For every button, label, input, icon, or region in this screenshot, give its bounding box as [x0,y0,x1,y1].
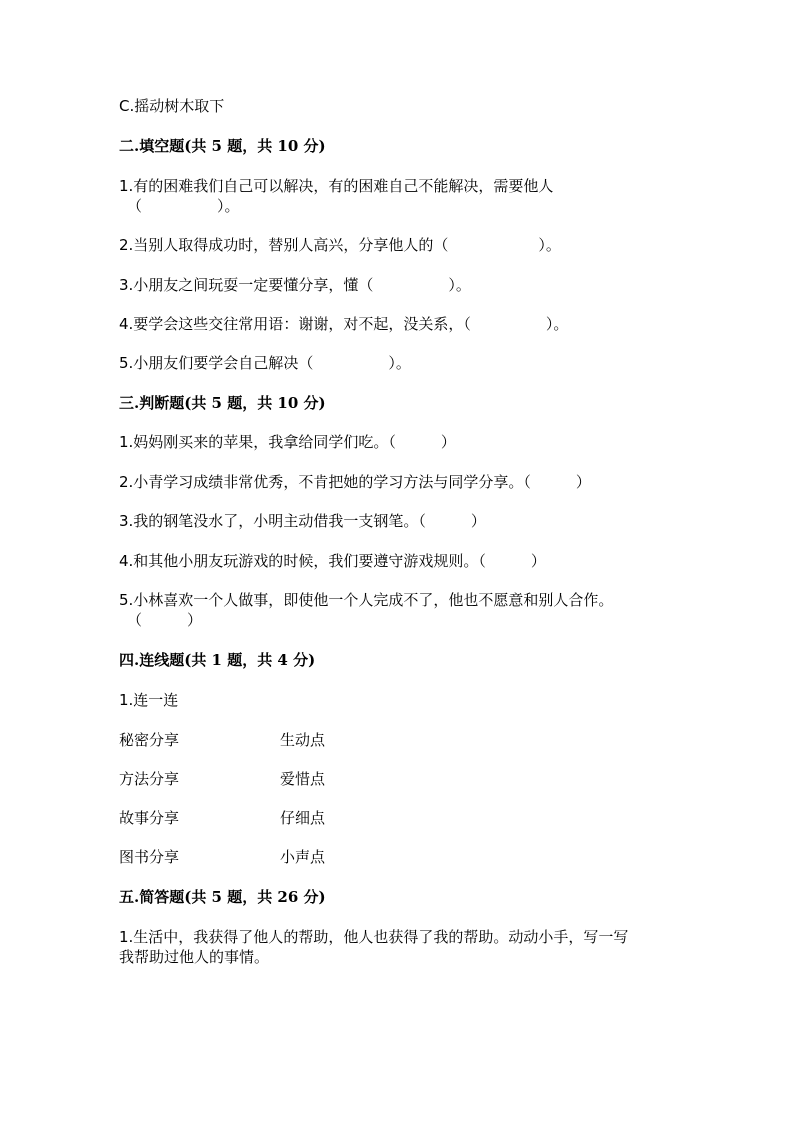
match-right-item: 仔细点 [280,809,326,827]
judge-question-2: 2.小青学习成绩非常优秀，不肯把她的学习方法与同学分享。（ ） [119,473,591,491]
short-answer-question-1-line-2: 我帮助过他人的事情。 [119,948,270,966]
fill-question-4: 4.要学会这些交往常用语：谢谢，对不起，没关系，（ ）。 [119,315,569,333]
section-4-heading: 四.连线题(共 1 题，共 4 分) [119,651,316,669]
option-c: C.摇动树木取下 [119,97,225,115]
match-left-item: 秘密分享 [119,731,180,749]
judge-question-1: 1.妈妈刚买来的苹果，我拿给同学们吃。（ ） [119,433,456,451]
match-left-item: 方法分享 [119,770,180,788]
fill-question-3: 3.小朋友之间玩耍一定要懂分享，懂（ ）。 [119,276,471,294]
match-left-item: 故事分享 [119,809,180,827]
match-right-item: 小声点 [280,848,326,866]
match-question-1: 1.连一连 [119,691,179,709]
match-right-item: 爱惜点 [280,770,326,788]
match-left-item: 图书分享 [119,848,180,866]
judge-question-5-line-1: 5.小林喜欢一个人做事，即使他一个人完成不了，他也不愿意和别人合作。 [119,591,614,609]
section-5-heading: 五.简答题(共 5 题，共 26 分) [119,888,326,906]
match-right-item: 生动点 [280,731,326,749]
fill-question-1-line-2: （ ）。 [127,197,240,215]
judge-question-3: 3.我的钢笔没水了，小明主动借我一支钢笔。（ ） [119,512,486,530]
fill-question-5: 5.小朋友们要学会自己解决（ ）。 [119,354,411,372]
fill-question-1-line-1: 1.有的困难我们自己可以解决，有的困难自己不能解决，需要他人 [119,177,554,195]
section-3-heading: 三.判断题(共 5 题，共 10 分) [119,394,326,412]
short-answer-question-1-line-1: 1.生活中，我获得了他人的帮助，他人也获得了我的帮助。动动小手，写一写 [119,928,629,946]
judge-question-5-line-2: （ ） [127,611,203,629]
fill-question-2: 2.当别人取得成功时，替别人高兴，分享他人的（ ）。 [119,236,561,254]
section-2-heading: 二.填空题(共 5 题，共 10 分) [119,137,326,155]
judge-question-4: 4.和其他小朋友玩游戏的时候，我们要遵守游戏规则。（ ） [119,552,546,570]
